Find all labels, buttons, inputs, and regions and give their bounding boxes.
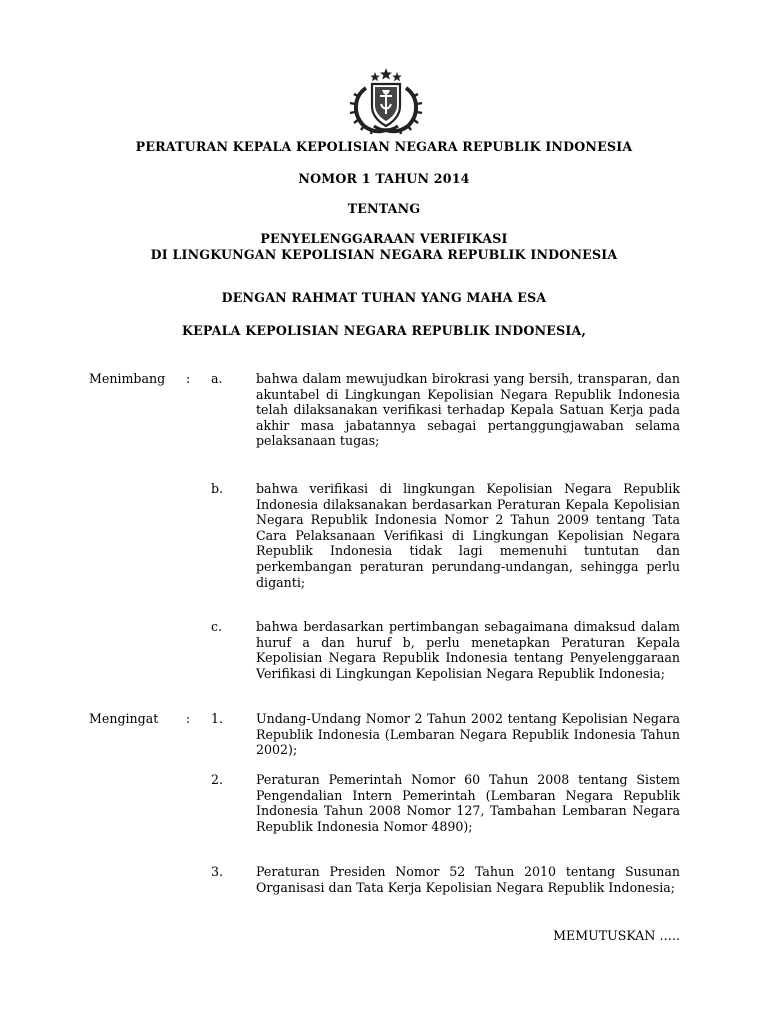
- list-item-marker: 1.: [211, 711, 224, 726]
- menimbang-colon: :: [186, 371, 191, 386]
- mengingat-label: Mengingat: [89, 711, 159, 726]
- consideration-c-text: bahwa berdasarkan pertimbangan sebagaimana dimaksud dalam huruf a dan huruf b, perlu menetapkan Peraturan Kepala Kepolisian Negara Republik Indonesia tentang Penyelenggaraan Verifikasi di Lingkungan Kepolisian Negara Republik Indonesia;: [256, 619, 680, 681]
- authority-heading: KEPALA KEPOLISIAN NEGARA REPUBLIK INDONESIA,: [181, 323, 587, 338]
- police-emblem-icon: [344, 66, 428, 136]
- continuation-note: MEMUTUSKAN …..: [553, 928, 680, 943]
- subject-line-2: DI LINGKUNGAN KEPOLISIAN NEGARA REPUBLIK INDONESIA: [150, 247, 618, 262]
- regulation-title: PERATURAN KEPALA KEPOLISIAN NEGARA REPUBLIK INDONESIA: [135, 139, 633, 154]
- legal-basis-1-text: Undang-Undang Nomor 2 Tahun 2002 tentang Kepolisian Negara Republik Indonesia (Lembaran Negara Republik Indonesia Tahun 2002);: [256, 711, 680, 758]
- regulation-number: NOMOR 1 TAHUN 2014: [298, 171, 470, 186]
- blessing-heading: DENGAN RAHMAT TUHAN YANG MAHA ESA: [221, 290, 547, 305]
- list-item-marker: 3.: [211, 864, 224, 879]
- list-item-marker: c.: [211, 619, 223, 634]
- list-item-marker: b.: [211, 481, 224, 496]
- legal-basis-2-text: Peraturan Pemerintah Nomor 60 Tahun 2008 tentang Sistem Pengendalian Intern Pemerintah (Lembaran Negara Republik Indonesia Tahun 2008 Nomor 127, Tambahan Lembaran Negara Republik Indonesia Nomor 4890);: [256, 772, 680, 834]
- menimbang-label: Menimbang: [89, 371, 166, 386]
- consideration-b-text: bahwa verifikasi di lingkungan Kepolisian Negara Republik Indonesia dilaksanakan berdasarkan Peraturan Kepala Kepolisian Negara Republik Indonesia Nomor 2 Tahun 2009 tentang Tata Cara Pelaksanaan Verifikasi di Lingkungan Kepolisian Negara Republik Indonesia tidak lagi memenuhi tuntutan dan perkembangan peraturan perundang-undangan, sehingga perlu diganti;: [256, 481, 680, 590]
- list-item-marker: 2.: [211, 772, 224, 787]
- legal-basis-3-text: Peraturan Presiden Nomor 52 Tahun 2010 tentang Susunan Organisasi dan Tata Kerja Kepolisian Negara Republik Indonesia;: [256, 864, 680, 895]
- consideration-a-text: bahwa dalam mewujudkan birokrasi yang bersih, transparan, dan akuntabel di Lingkungan Kepolisian Negara Republik Indonesia telah dilaksanakan verifikasi terhadap Kepala Satuan Kerja pada akhir masa jabatannya sebagai pertanggungjawaban selama pelaksanaan tugas;: [256, 371, 680, 449]
- list-item-marker: a.: [211, 371, 223, 386]
- mengingat-colon: :: [186, 711, 191, 726]
- subject-line-1: PENYELENGGARAAN VERIFIKASI: [260, 231, 508, 246]
- about-heading: TENTANG: [347, 201, 421, 216]
